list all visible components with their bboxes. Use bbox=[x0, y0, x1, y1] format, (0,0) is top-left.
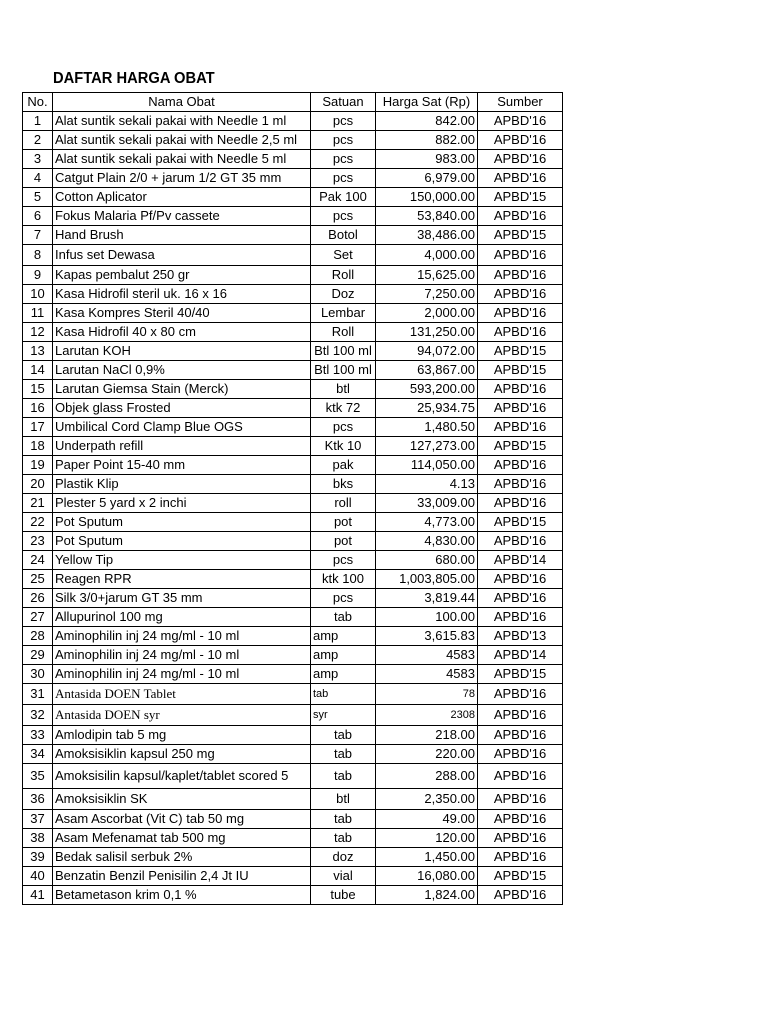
cell-no: 40 bbox=[23, 867, 53, 886]
cell-nama-obat: Larutan KOH bbox=[53, 342, 311, 361]
cell-harga: 680.00 bbox=[376, 551, 478, 570]
cell-sumber: APBD'16 bbox=[478, 245, 563, 266]
cell-nama-obat: Amoksisiklin SK bbox=[53, 789, 311, 810]
cell-sumber: APBD'16 bbox=[478, 886, 563, 905]
cell-satuan: btl bbox=[311, 789, 376, 810]
cell-sumber: APBD'14 bbox=[478, 551, 563, 570]
cell-sumber: APBD'16 bbox=[478, 399, 563, 418]
cell-satuan: Roll bbox=[311, 323, 376, 342]
header-satuan: Satuan bbox=[311, 93, 376, 112]
cell-harga: 3,615.83 bbox=[376, 627, 478, 646]
cell-harga: 94,072.00 bbox=[376, 342, 478, 361]
cell-harga: 120.00 bbox=[376, 829, 478, 848]
table-row bbox=[23, 245, 563, 266]
cell-harga: 25,934.75 bbox=[376, 399, 478, 418]
cell-nama-obat: Silk 3/0+jarum GT 35 mm bbox=[53, 589, 311, 608]
cell-no: 21 bbox=[23, 494, 53, 513]
cell-no: 23 bbox=[23, 532, 53, 551]
cell-harga: 150,000.00 bbox=[376, 188, 478, 207]
cell-satuan: ktk 72 bbox=[311, 399, 376, 418]
cell-no: 31 bbox=[23, 684, 53, 705]
cell-sumber: APBD'16 bbox=[478, 380, 563, 399]
cell-nama-obat: Cotton Aplicator bbox=[53, 188, 311, 207]
table-row bbox=[23, 684, 563, 705]
table-row bbox=[23, 745, 563, 764]
cell-satuan: pot bbox=[311, 513, 376, 532]
cell-nama-obat: Betametason krim 0,1 % bbox=[53, 886, 311, 905]
cell-harga: 3,819.44 bbox=[376, 589, 478, 608]
cell-satuan: btl bbox=[311, 380, 376, 399]
table-row bbox=[23, 342, 563, 361]
table-row bbox=[23, 513, 563, 532]
cell-satuan: pcs bbox=[311, 131, 376, 150]
cell-no: 38 bbox=[23, 829, 53, 848]
cell-satuan: pcs bbox=[311, 551, 376, 570]
cell-satuan: vial bbox=[311, 867, 376, 886]
table-row bbox=[23, 361, 563, 380]
cell-no: 34 bbox=[23, 745, 53, 764]
cell-sumber: APBD'16 bbox=[478, 829, 563, 848]
cell-no: 22 bbox=[23, 513, 53, 532]
table-row bbox=[23, 532, 563, 551]
cell-nama-obat: Asam Mefenamat tab 500 mg bbox=[53, 829, 311, 848]
cell-sumber: APBD'16 bbox=[478, 532, 563, 551]
cell-no: 8 bbox=[23, 245, 53, 266]
cell-sumber: APBD'16 bbox=[478, 150, 563, 169]
cell-harga: 16,080.00 bbox=[376, 867, 478, 886]
cell-no: 11 bbox=[23, 304, 53, 323]
table-row bbox=[23, 150, 563, 169]
cell-sumber: APBD'16 bbox=[478, 810, 563, 829]
cell-harga: 1,450.00 bbox=[376, 848, 478, 867]
table-row bbox=[23, 380, 563, 399]
cell-harga: 882.00 bbox=[376, 131, 478, 150]
cell-no: 41 bbox=[23, 886, 53, 905]
cell-no: 19 bbox=[23, 456, 53, 475]
cell-no: 3 bbox=[23, 150, 53, 169]
cell-harga: 15,625.00 bbox=[376, 266, 478, 285]
cell-no: 13 bbox=[23, 342, 53, 361]
cell-satuan: Pak 100 bbox=[311, 188, 376, 207]
cell-sumber: APBD'16 bbox=[478, 418, 563, 437]
cell-sumber: APBD'16 bbox=[478, 266, 563, 285]
cell-no: 25 bbox=[23, 570, 53, 589]
cell-nama-obat: Alat suntik sekali pakai with Needle 1 ml bbox=[53, 112, 311, 131]
cell-harga: 4,773.00 bbox=[376, 513, 478, 532]
table-row bbox=[23, 323, 563, 342]
table-row bbox=[23, 399, 563, 418]
cell-satuan: tab bbox=[311, 726, 376, 745]
cell-sumber: APBD'16 bbox=[478, 848, 563, 867]
cell-sumber: APBD'16 bbox=[478, 745, 563, 764]
cell-nama-obat: Pot Sputum bbox=[53, 532, 311, 551]
cell-harga: 983.00 bbox=[376, 150, 478, 169]
cell-sumber: APBD'15 bbox=[478, 437, 563, 456]
cell-nama-obat: Amoksisilin kapsul/kaplet/tablet scored 5 bbox=[53, 764, 311, 789]
cell-sumber: APBD'16 bbox=[478, 285, 563, 304]
cell-sumber: APBD'15 bbox=[478, 513, 563, 532]
cell-harga: 53,840.00 bbox=[376, 207, 478, 226]
cell-nama-obat: Infus set Dewasa bbox=[53, 245, 311, 266]
cell-nama-obat: Larutan Giemsa Stain (Merck) bbox=[53, 380, 311, 399]
cell-no: 24 bbox=[23, 551, 53, 570]
table-row bbox=[23, 829, 563, 848]
cell-nama-obat: Benzatin Benzil Penisilin 2,4 Jt IU bbox=[53, 867, 311, 886]
cell-satuan: roll bbox=[311, 494, 376, 513]
cell-sumber: APBD'16 bbox=[478, 570, 563, 589]
cell-nama-obat: Kapas pembalut 250 gr bbox=[53, 266, 311, 285]
cell-sumber: APBD'16 bbox=[478, 456, 563, 475]
cell-no: 37 bbox=[23, 810, 53, 829]
cell-no: 12 bbox=[23, 323, 53, 342]
table-row bbox=[23, 285, 563, 304]
table-row bbox=[23, 226, 563, 245]
cell-satuan: bks bbox=[311, 475, 376, 494]
cell-harga: 38,486.00 bbox=[376, 226, 478, 245]
cell-harga: 2308 bbox=[376, 705, 478, 726]
cell-satuan: pcs bbox=[311, 112, 376, 131]
table-row bbox=[23, 646, 563, 665]
cell-harga: 33,009.00 bbox=[376, 494, 478, 513]
cell-harga: 2,350.00 bbox=[376, 789, 478, 810]
cell-nama-obat: Plastik Klip bbox=[53, 475, 311, 494]
table-row bbox=[23, 867, 563, 886]
cell-harga: 2,000.00 bbox=[376, 304, 478, 323]
cell-nama-obat: Amoksisiklin kapsul 250 mg bbox=[53, 745, 311, 764]
cell-sumber: APBD'16 bbox=[478, 789, 563, 810]
table-row bbox=[23, 764, 563, 789]
cell-no: 33 bbox=[23, 726, 53, 745]
cell-sumber: APBD'16 bbox=[478, 304, 563, 323]
table-row bbox=[23, 627, 563, 646]
header-harga: Harga Sat (Rp) bbox=[376, 93, 478, 112]
cell-sumber: APBD'16 bbox=[478, 207, 563, 226]
cell-no: 4 bbox=[23, 169, 53, 188]
cell-satuan: Roll bbox=[311, 266, 376, 285]
cell-nama-obat: Alat suntik sekali pakai with Needle 2,5 ml bbox=[53, 131, 311, 150]
table-row bbox=[23, 188, 563, 207]
cell-sumber: APBD'14 bbox=[478, 646, 563, 665]
cell-satuan: pcs bbox=[311, 207, 376, 226]
cell-harga: 1,003,805.00 bbox=[376, 570, 478, 589]
cell-sumber: APBD'16 bbox=[478, 705, 563, 726]
cell-satuan: tab bbox=[311, 764, 376, 789]
cell-sumber: APBD'16 bbox=[478, 131, 563, 150]
cell-no: 7 bbox=[23, 226, 53, 245]
cell-harga: 4583 bbox=[376, 665, 478, 684]
cell-nama-obat: Hand Brush bbox=[53, 226, 311, 245]
cell-nama-obat: Paper Point 15-40 mm bbox=[53, 456, 311, 475]
cell-nama-obat: Plester 5 yard x 2 inchi bbox=[53, 494, 311, 513]
header-no: No. bbox=[23, 93, 53, 112]
cell-no: 9 bbox=[23, 266, 53, 285]
table-row bbox=[23, 456, 563, 475]
cell-harga: 127,273.00 bbox=[376, 437, 478, 456]
cell-sumber: APBD'16 bbox=[478, 112, 563, 131]
cell-harga: 114,050.00 bbox=[376, 456, 478, 475]
table-row bbox=[23, 131, 563, 150]
cell-harga: 220.00 bbox=[376, 745, 478, 764]
cell-nama-obat: Kasa Kompres Steril 40/40 bbox=[53, 304, 311, 323]
cell-no: 2 bbox=[23, 131, 53, 150]
table-row bbox=[23, 169, 563, 188]
cell-nama-obat: Kasa Hidrofil 40 x 80 cm bbox=[53, 323, 311, 342]
cell-harga: 131,250.00 bbox=[376, 323, 478, 342]
cell-nama-obat: Asam Ascorbat (Vit C) tab 50 mg bbox=[53, 810, 311, 829]
cell-harga: 288.00 bbox=[376, 764, 478, 789]
cell-harga: 63,867.00 bbox=[376, 361, 478, 380]
cell-nama-obat: Pot Sputum bbox=[53, 513, 311, 532]
header-sumber: Sumber bbox=[478, 93, 563, 112]
cell-sumber: APBD'16 bbox=[478, 494, 563, 513]
cell-nama-obat: Umbilical Cord Clamp Blue OGS bbox=[53, 418, 311, 437]
table-row bbox=[23, 494, 563, 513]
table-row bbox=[23, 589, 563, 608]
page-title: DAFTAR HARGA OBAT bbox=[53, 70, 215, 87]
cell-no: 27 bbox=[23, 608, 53, 627]
cell-satuan: amp bbox=[311, 665, 376, 684]
cell-sumber: APBD'16 bbox=[478, 764, 563, 789]
table-row bbox=[23, 810, 563, 829]
cell-sumber: APBD'15 bbox=[478, 361, 563, 380]
cell-no: 20 bbox=[23, 475, 53, 494]
cell-no: 28 bbox=[23, 627, 53, 646]
cell-nama-obat: Alat suntik sekali pakai with Needle 5 ml bbox=[53, 150, 311, 169]
cell-sumber: APBD'15 bbox=[478, 188, 563, 207]
table-row bbox=[23, 726, 563, 745]
table-row bbox=[23, 437, 563, 456]
cell-harga: 6,979.00 bbox=[376, 169, 478, 188]
cell-nama-obat: Catgut Plain 2/0 + jarum 1/2 GT 35 mm bbox=[53, 169, 311, 188]
cell-sumber: APBD'16 bbox=[478, 608, 563, 627]
cell-sumber: APBD'15 bbox=[478, 226, 563, 245]
cell-satuan: Lembar bbox=[311, 304, 376, 323]
cell-no: 17 bbox=[23, 418, 53, 437]
cell-no: 14 bbox=[23, 361, 53, 380]
cell-satuan: Btl 100 ml bbox=[311, 361, 376, 380]
table-row bbox=[23, 207, 563, 226]
cell-harga: 7,250.00 bbox=[376, 285, 478, 304]
cell-nama-obat: Aminophilin inj 24 mg/ml - 10 ml bbox=[53, 665, 311, 684]
cell-harga: 842.00 bbox=[376, 112, 478, 131]
cell-no: 35 bbox=[23, 764, 53, 789]
cell-nama-obat: Reagen RPR bbox=[53, 570, 311, 589]
cell-satuan: Btl 100 ml bbox=[311, 342, 376, 361]
cell-harga: 78 bbox=[376, 684, 478, 705]
cell-satuan: amp bbox=[311, 646, 376, 665]
header-row bbox=[23, 93, 563, 112]
table-row bbox=[23, 886, 563, 905]
cell-satuan: ktk 100 bbox=[311, 570, 376, 589]
table-row bbox=[23, 570, 563, 589]
cell-sumber: APBD'16 bbox=[478, 589, 563, 608]
cell-no: 1 bbox=[23, 112, 53, 131]
cell-no: 32 bbox=[23, 705, 53, 726]
cell-no: 10 bbox=[23, 285, 53, 304]
cell-nama-obat: Aminophilin inj 24 mg/ml - 10 ml bbox=[53, 646, 311, 665]
cell-no: 29 bbox=[23, 646, 53, 665]
cell-sumber: APBD'15 bbox=[478, 342, 563, 361]
cell-harga: 4,830.00 bbox=[376, 532, 478, 551]
cell-harga: 49.00 bbox=[376, 810, 478, 829]
cell-satuan: pcs bbox=[311, 418, 376, 437]
table-row bbox=[23, 665, 563, 684]
cell-satuan: pcs bbox=[311, 150, 376, 169]
cell-satuan: pot bbox=[311, 532, 376, 551]
cell-sumber: APBD'16 bbox=[478, 323, 563, 342]
cell-nama-obat: Larutan NaCl 0,9% bbox=[53, 361, 311, 380]
cell-satuan: Set bbox=[311, 245, 376, 266]
cell-sumber: APBD'16 bbox=[478, 169, 563, 188]
cell-harga: 4583 bbox=[376, 646, 478, 665]
table-row bbox=[23, 551, 563, 570]
cell-satuan: tab bbox=[311, 608, 376, 627]
table-row bbox=[23, 304, 563, 323]
cell-satuan: Ktk 10 bbox=[311, 437, 376, 456]
cell-sumber: APBD'16 bbox=[478, 684, 563, 705]
header-nama-obat: Nama Obat bbox=[53, 93, 311, 112]
cell-sumber: APBD'16 bbox=[478, 475, 563, 494]
cell-no: 16 bbox=[23, 399, 53, 418]
cell-satuan: Doz bbox=[311, 285, 376, 304]
cell-harga: 4,000.00 bbox=[376, 245, 478, 266]
cell-satuan: amp bbox=[311, 627, 376, 646]
cell-satuan: pak bbox=[311, 456, 376, 475]
cell-sumber: APBD'16 bbox=[478, 726, 563, 745]
cell-no: 5 bbox=[23, 188, 53, 207]
cell-no: 18 bbox=[23, 437, 53, 456]
cell-no: 30 bbox=[23, 665, 53, 684]
cell-harga: 218.00 bbox=[376, 726, 478, 745]
cell-nama-obat: Fokus Malaria Pf/Pv cassete bbox=[53, 207, 311, 226]
cell-satuan: tab bbox=[311, 745, 376, 764]
cell-nama-obat: Antasida DOEN Tablet bbox=[53, 684, 311, 705]
cell-no: 36 bbox=[23, 789, 53, 810]
table-body bbox=[23, 112, 563, 905]
cell-satuan: tab bbox=[311, 684, 376, 705]
cell-nama-obat: Antasida DOEN syr bbox=[53, 705, 311, 726]
table-row bbox=[23, 112, 563, 131]
cell-harga: 1,480.50 bbox=[376, 418, 478, 437]
cell-no: 39 bbox=[23, 848, 53, 867]
cell-nama-obat: Aminophilin inj 24 mg/ml - 10 ml bbox=[53, 627, 311, 646]
cell-no: 26 bbox=[23, 589, 53, 608]
cell-satuan: pcs bbox=[311, 589, 376, 608]
cell-harga: 4.13 bbox=[376, 475, 478, 494]
cell-sumber: APBD'13 bbox=[478, 627, 563, 646]
table-row bbox=[23, 475, 563, 494]
cell-satuan: pcs bbox=[311, 169, 376, 188]
cell-satuan: tab bbox=[311, 810, 376, 829]
cell-nama-obat: Underpath refill bbox=[53, 437, 311, 456]
table-row bbox=[23, 266, 563, 285]
table-row bbox=[23, 608, 563, 627]
cell-harga: 593,200.00 bbox=[376, 380, 478, 399]
table-row bbox=[23, 418, 563, 437]
cell-satuan: tube bbox=[311, 886, 376, 905]
table-row bbox=[23, 705, 563, 726]
cell-satuan: tab bbox=[311, 829, 376, 848]
cell-nama-obat: Bedak salisil serbuk 2% bbox=[53, 848, 311, 867]
cell-nama-obat: Objek glass Frosted bbox=[53, 399, 311, 418]
cell-nama-obat: Allupurinol 100 mg bbox=[53, 608, 311, 627]
cell-satuan: Botol bbox=[311, 226, 376, 245]
cell-satuan: syr bbox=[311, 705, 376, 726]
cell-nama-obat: Yellow Tip bbox=[53, 551, 311, 570]
cell-no: 15 bbox=[23, 380, 53, 399]
cell-no: 6 bbox=[23, 207, 53, 226]
table-row bbox=[23, 789, 563, 810]
cell-nama-obat: Kasa Hidrofil steril uk. 16 x 16 bbox=[53, 285, 311, 304]
cell-satuan: doz bbox=[311, 848, 376, 867]
cell-nama-obat: Amlodipin tab 5 mg bbox=[53, 726, 311, 745]
cell-sumber: APBD'15 bbox=[478, 665, 563, 684]
cell-harga: 1,824.00 bbox=[376, 886, 478, 905]
cell-sumber: APBD'15 bbox=[478, 867, 563, 886]
price-table bbox=[22, 92, 563, 905]
table-row bbox=[23, 848, 563, 867]
cell-harga: 100.00 bbox=[376, 608, 478, 627]
